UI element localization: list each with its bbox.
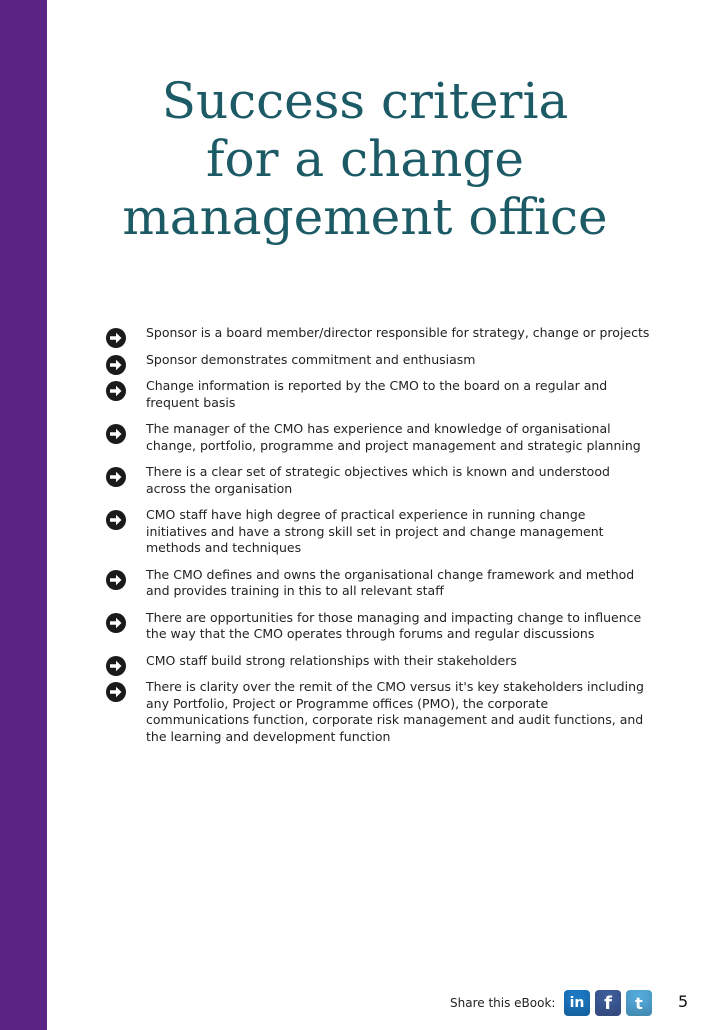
criteria-text: There is a clear set of strategic objectives which is known and understood across the organisation <box>146 464 610 496</box>
sidebar-band <box>0 0 47 1030</box>
list-item <box>105 378 650 411</box>
arrow-circle-right-icon <box>105 380 127 402</box>
criteria-text: There is clarity over the remit of the CMO versus it's key stakeholders including any Portfolio, Project or Programme offices (PMO), the corporate communications function, corporate risk management and audit functions, and the learning and development function <box>146 679 644 744</box>
list-item <box>105 567 650 600</box>
arrow-circle-right-icon <box>105 466 127 488</box>
page-number: 5 <box>678 992 689 1011</box>
page-title: Success criteria for a change management office <box>122 72 608 246</box>
list-item <box>105 352 650 369</box>
share-label: Share this eBook: <box>450 996 556 1010</box>
list-item <box>105 610 650 643</box>
criteria-text: Sponsor is a board member/director responsible for strategy, change or projects <box>146 325 650 340</box>
arrow-circle-right-icon <box>105 327 127 349</box>
criteria-text: There are opportunities for those managing and impacting change to influence the way that the CMO operates through forums and regular discussions <box>146 609 642 641</box>
criteria-text: CMO staff build strong relationships with their stakeholders <box>146 652 517 668</box>
arrow-circle-right-icon <box>105 569 127 591</box>
arrow-circle-right-icon <box>105 655 127 677</box>
list-item <box>105 679 650 745</box>
criteria-text: Sponsor demonstrates commitment and enthusiasm <box>146 351 476 367</box>
criteria-list <box>105 325 650 755</box>
share-icons <box>564 990 652 1018</box>
linkedin-icon[interactable]: in <box>564 990 590 1016</box>
criteria-text: CMO staff have high degree of practical experience in running change initiatives and have a strong skill set in project and change management methods and techniques <box>146 507 604 555</box>
arrow-circle-right-icon <box>105 423 127 445</box>
arrow-circle-right-icon <box>105 354 127 376</box>
arrow-circle-right-icon <box>105 681 127 703</box>
arrow-circle-right-icon <box>105 612 127 634</box>
twitter-icon[interactable]: t <box>626 990 652 1016</box>
criteria-text: The manager of the CMO has experience and knowledge of organisational change, portfolio, programme and project management and strategic planning <box>146 421 641 453</box>
list-item <box>105 464 650 497</box>
list-item <box>105 421 650 454</box>
list-item <box>105 507 650 557</box>
list-item <box>105 325 650 342</box>
criteria-text: The CMO defines and owns the organisational change framework and method and provides training in this to all relevant staff <box>146 566 635 598</box>
criteria-text: Change information is reported by the CMO to the board on a regular and frequent basis <box>146 378 608 410</box>
list-item <box>105 653 650 670</box>
arrow-circle-right-icon <box>105 509 127 531</box>
facebook-icon[interactable]: f <box>595 990 621 1016</box>
